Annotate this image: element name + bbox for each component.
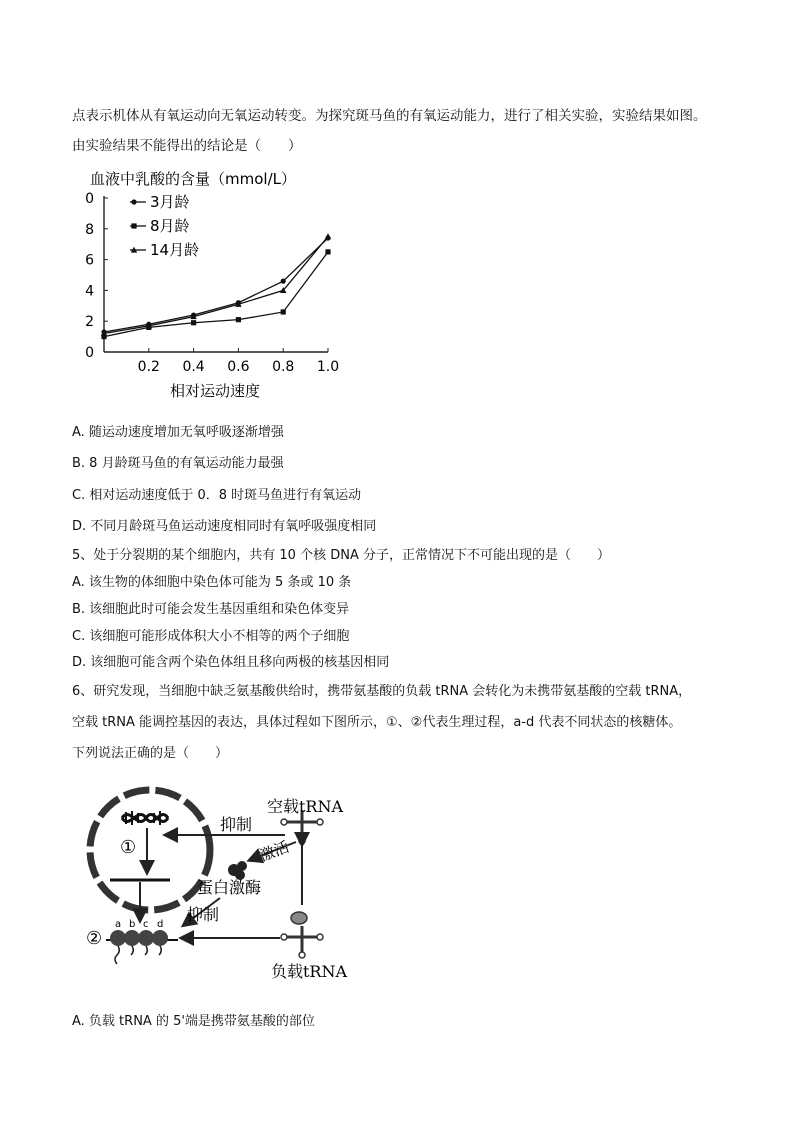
process-2-label: ② <box>86 928 103 949</box>
data-point <box>325 233 331 239</box>
inhibit-label-mid: 抑制 <box>187 905 220 924</box>
intro-line-2: 由实验结果不能得出的结论是（ ） <box>72 138 302 154</box>
ribosome-label-c: c <box>143 919 149 930</box>
q4-option-b: B. 8 月龄斑马鱼的有氧运动能力最强 <box>72 456 284 471</box>
y-tick-label: 0 <box>85 345 94 361</box>
y-tick-label: 6 <box>85 252 94 269</box>
loaded-trna-icon <box>281 912 323 958</box>
q5-stem: 5、处于分裂期的某个细胞内，共有 10 个核 DNA 分子，正常情况下不可能出现的是（ ） <box>72 548 610 563</box>
x-tick-label: 0.4 <box>182 359 205 375</box>
y-tick-label: 2 <box>85 314 94 331</box>
q6-option-a: A. 负载 tRNA 的 5'端是携带氨基酸的部位 <box>72 1014 315 1029</box>
q5-option-b: B. 该细胞此时可能会发生基因重组和染色体变异 <box>72 602 350 617</box>
q6-stem-line-3: 下列说法正确的是（ ） <box>72 746 229 761</box>
series-2 <box>101 249 330 339</box>
chart-axes <box>104 196 328 352</box>
y-tick-label: 4 <box>85 283 94 300</box>
legend-marker <box>131 223 136 228</box>
q6-stem-line-1: 6、研究发现，当细胞中缺乏氨基酸供给时，携带氨基酸的负载 tRNA 会转化为未携带氨基酸的空载 tRNA， <box>72 684 692 699</box>
process-1-label: ① <box>120 837 137 858</box>
q4-option-a: A. 随运动速度增加无氧呼吸逐渐增强 <box>72 425 284 440</box>
chart-series <box>101 233 331 339</box>
ribosome-label-b: b <box>129 919 136 930</box>
nucleus-membrane <box>90 790 210 910</box>
ribosome-group <box>110 930 168 964</box>
q5-option-d: D. 该细胞可能含两个染色体组且移向两极的核基因相同 <box>72 655 390 670</box>
data-point <box>236 317 241 322</box>
series-line <box>104 238 328 332</box>
chart-ticks <box>85 191 339 375</box>
intro-line-1: 点表示机体从有氧运动向无氧运动转变。为探究斑马鱼的有氧运动能力，进行了相关实验，实验结果如图。 <box>72 108 707 124</box>
q4-option-d: D. 不同月龄斑马鱼运动速度相同时有氧呼吸强度相同 <box>72 519 377 534</box>
x-tick-label: 0.8 <box>272 359 295 375</box>
inhibit-label-top: 抑制 <box>220 815 253 834</box>
legend-label: 14月龄 <box>150 241 200 259</box>
legend-label: 3月龄 <box>150 193 190 211</box>
series-line <box>104 237 328 334</box>
y-axis-label: 血液中乳酸的含量（mmol/L） <box>90 170 296 188</box>
loaded-trna-label: 负载tRNA <box>271 962 348 981</box>
empty-trna-label: 空载tRNA <box>267 797 344 816</box>
q6-stem-line-2: 空载 tRNA 能调控基因的表达，具体过程如下图所示，①、②代表生理过程，a-d 代表不同状态的核糖体。 <box>72 715 682 730</box>
x-tick-label: 1.0 <box>316 359 340 375</box>
x-tick-label: 0.6 <box>227 359 250 375</box>
chart-legend <box>130 193 199 259</box>
activate-label: 激活 <box>257 837 292 865</box>
dna-helix-icon <box>122 811 168 825</box>
x-axis-label: 相对运动速度 <box>169 382 261 400</box>
y-tick-label: 0 <box>85 191 94 207</box>
lactate-line-chart <box>70 160 360 408</box>
protein-kinase-label: 蛋白激酶 <box>197 878 262 897</box>
data-point <box>191 320 196 325</box>
trna-regulation-diagram <box>70 780 370 990</box>
x-tick-label: 0.2 <box>137 359 160 375</box>
data-point <box>281 309 286 314</box>
q5-option-c: C. 该细胞可能形成体积大小不相等的两个子细胞 <box>72 629 350 644</box>
ribosome-label-a: a <box>115 919 122 930</box>
q4-option-c: C. 相对运动速度低于 0．8 时斑马鱼进行有氧运动 <box>72 488 362 503</box>
q5-option-a: A. 该生物的体细胞中染色体可能为 5 条或 10 条 <box>72 575 352 590</box>
legend-marker <box>131 199 136 204</box>
y-tick-label: 8 <box>85 221 94 238</box>
data-point <box>325 249 330 254</box>
data-point <box>281 279 286 284</box>
ribosome-label-d: d <box>157 919 164 930</box>
legend-label: 8月龄 <box>150 217 190 235</box>
series-line <box>104 252 328 337</box>
